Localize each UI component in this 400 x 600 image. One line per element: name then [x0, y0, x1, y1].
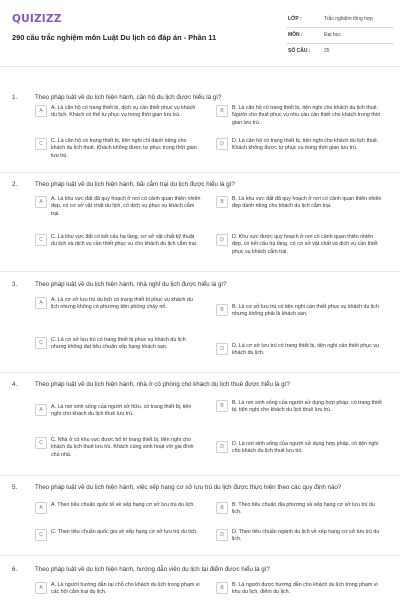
option-text: A. Là khu vực đất đã quy hoạch ở nơi có cảnh quan thiên nhiên đẹp, có cơ sở vật chất du lịch, có dịch vụ phục vụ khách cắm trại. [51, 196, 201, 217]
option-text: D. Khu vực được quy hoạch ở nơi có cảnh quan thiên nhiên đẹp, có kết cấu hạ tầng, có cơ sở vật chất và dịch vụ cần thiết phục vụ khách cắm trại. [232, 234, 378, 255]
meta-key: LỚP : [288, 16, 302, 22]
question-text: Theo pháp luật về du lịch hiện hành, việc xếp hạng cơ sở lưu trú du lịch được thực hiện theo các quy định nào? [35, 484, 342, 491]
option-badge: D [216, 234, 228, 246]
option-badge: A [35, 404, 47, 416]
option-text: A. Theo tiêu chuẩn quốc tế về xếp hạng cơ sở lưu trú du lịch. [51, 502, 195, 508]
option-badge: C [35, 234, 47, 246]
meta-row-count [286, 44, 394, 59]
option-badge: C [35, 529, 47, 541]
question-text: Theo pháp luật về du lịch hiện hành, nhà nghỉ du lịch được hiểu là gì? [35, 281, 227, 288]
option-text: C. Là khu vực đất có kết cấu hạ tầng, cơ sở vật chất kỹ thuật du lịch và dịch vụ cần thiết phục vụ cho khách du lịch cắm trại. [51, 234, 198, 248]
meta-key: SỐ CÂU : [288, 48, 311, 54]
option-text: C. Là căn hộ có trang thiết bị, tiện nghi chỉ dành riêng cho khách du lịch thuê. Khách không được tự phục trong thời gian lưu trú. [51, 138, 197, 159]
question-divider [0, 372, 400, 373]
option-badge: C [35, 337, 47, 349]
quizizz-logo: QUIZIZZ [12, 13, 62, 25]
option-text: A. Là người hướng dẫn tại chỗ cho khách du lịch trong phạm vi các hội cắm trại du lịch. [51, 582, 200, 596]
option-badge: D [216, 529, 228, 541]
meta-value: 25 [324, 48, 330, 54]
question-number: 1. [12, 94, 18, 101]
meta-row-subject [286, 28, 394, 44]
option-badge: B [216, 105, 228, 117]
option-badge: B [216, 400, 228, 412]
question-number: 6. [12, 566, 18, 573]
option-badge: B [216, 502, 228, 514]
option-text: A. Là nơi sinh sống của người sở hữu, có trang thiết bị, tiện nghi cho khách du lịch thuê lưu trú. [51, 404, 192, 418]
option-badge: B [216, 582, 228, 594]
question-divider [0, 172, 400, 173]
option-badge: A [35, 297, 47, 309]
option-badge: D [216, 138, 228, 150]
question-text: Theo pháp luật về du lịch hiện hành, bãi cắm trại du lịch được hiểu là gì? [35, 181, 235, 188]
meta-value: Đại học [324, 32, 341, 38]
option-badge: A [35, 582, 47, 594]
meta-key: MÔN : [288, 32, 303, 38]
option-badge: B [216, 196, 228, 208]
option-badge: A [35, 196, 47, 208]
option-text: A. Là căn hộ có trang thiết bị, dịch vụ cần thiết phục vụ khách du lịch. Khách có thể tự phục vụ trong thời gian lưu trú. [51, 105, 196, 119]
option-text: C. Theo tiêu chuẩn quốc gia về xếp hạng cơ sở lưu trú du lịch. [51, 529, 198, 535]
question-divider [0, 475, 400, 476]
question-text: Theo pháp luật về du lịch hiện hành, căn hộ du lịch được hiểu là gì? [35, 94, 222, 101]
option-text: B. Là người được hướng dẫn cho khách du lịch trong phạm vi khu du lịch, điểm du lịch. [232, 582, 378, 596]
option-text: D. Theo tiêu chuẩn ngành du lịch về xếp hạng cơ sở lưu trú du lịch. [232, 529, 380, 543]
option-badge: B [216, 304, 228, 316]
meta-value: Trắc nghiệm tổng hợp [324, 16, 373, 22]
worksheet-header [0, 0, 400, 62]
question-text: Theo pháp luật về du lịch hiện hành, hướng dẫn viên du lịch tại điểm được hiểu là gì? [35, 566, 270, 573]
option-badge: C [35, 437, 47, 449]
question-number: 5. [12, 484, 18, 491]
question-number: 3. [12, 281, 18, 288]
meta-row-class [286, 12, 394, 28]
question-number: 2. [12, 181, 18, 188]
option-badge: A [35, 502, 47, 514]
option-text: D. Là nơi sinh sống của người sử dụng hợp pháp, có tiện nghi cho khách du lịch thuê lưu trú. [232, 441, 379, 455]
option-text: B. Là nơi sinh sống của người sử dụng hợp pháp, có trang thiết bị, tiện nghi cho khách du lịch thuê lưu trú. [232, 400, 382, 414]
option-text: A. Là cơ sở lưu trú du lịch có trang thiết bị phục vụ khách du lịch nhưng không có phương tiện phòng cháy nổ. [51, 297, 193, 311]
meta-table [286, 12, 394, 59]
option-text: C. Nhà ở có khu vực được bố trí trang thiết bị, tiện nghi cho khách du lịch thuê lưu trú. Khách cùng sinh hoạt với gia đình chủ nhà. [51, 437, 194, 458]
option-text: D. Là căn hộ có trang thiết bị, tiện nghi cho khách du lịch thuê. Khách không được tự phục vụ trong thời gian lưu trú. [232, 138, 379, 152]
option-text: B. Là cơ sở lưu trú có tiện nghi cần thiết phục vụ khách du lịch nhưng không phải là khách sạn. [232, 304, 379, 318]
option-badge: C [35, 138, 47, 150]
page-title: 290 câu trắc nghiệm môn Luật Du lịch có đáp án - Phần 11 [12, 33, 217, 42]
question-text: Theo pháp luật về du lịch hiện hành, nhà ở có phòng cho khách du lịch thuê được hiểu là gì? [35, 381, 290, 388]
option-badge: D [216, 441, 228, 453]
option-badge: A [35, 105, 47, 117]
question-number: 4. [12, 381, 18, 388]
option-text: B. Là khu vực đất đã quy hoạch ở nơi có cảnh quan thiên nhiên đẹp dành riêng cho khách du lịch cắm trại. [232, 196, 382, 210]
question-divider [0, 555, 400, 556]
question-divider [0, 271, 400, 272]
header-divider [0, 66, 400, 67]
option-text: B. Theo tiêu chuẩn địa phương và xếp hạng cơ sở lưu trú du lịch. [232, 502, 375, 516]
option-badge: D [216, 343, 228, 355]
option-text: C. Là cơ sở lưu trú có trang thiết bị phục vụ khách du lịch nhưng không đạt tiêu chuẩn xếp hạng khách sạn. [51, 337, 186, 351]
option-text: B. Là căn hộ có trang thiết bị, tiện nghi cho khách du lịch thuê. Người cho thuê phục vụ nhu cầu cần thiết cho khách trong thời gian lưu trú. [232, 105, 381, 126]
option-text: D. Là cơ sở lưu trú có trang thiết bị, tiện nghi cần thiết phục vụ khách du lịch. [232, 343, 379, 357]
